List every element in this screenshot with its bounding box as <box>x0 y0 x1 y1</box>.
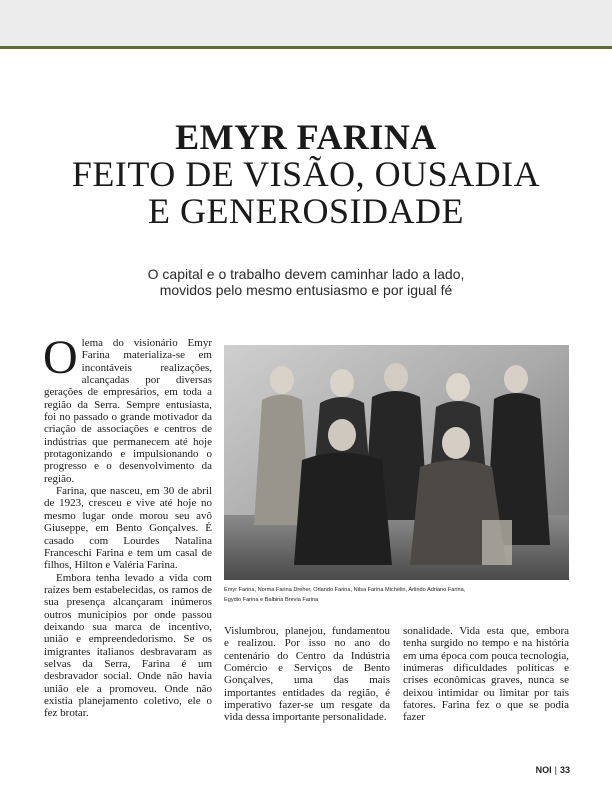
lead-text <box>0 266 612 298</box>
lead-line-2: movidos pelo mesmo entusiasmo e por igual fé <box>159 282 453 298</box>
article-title <box>0 118 612 230</box>
caption-line-1: Emyr Farina, Norma Farina Dreher, Orlando Farina, Nilsa Farina Michelin, Arlindo Adriano Farina, <box>224 587 466 593</box>
paragraph-1-text: lema do visionário Emyr Farina materializa-se em incontáveis realizações, alcançadas por diversas gerações de empresários, em toda a região da Serra. Sempre entusiasta, foi no passado o grande motivador da criação de associações e centros de indústrias que permanecem até hoje protagonizando e impulsionando o progresso e o desenvolvimento da região. <box>44 337 212 485</box>
paragraph-2: Farina, que nasceu, em 30 de abril de 1923, cresceu e vive até hoje no mesmo lugar onde morou seu avô Giuseppe, em Bento Gonçalves. É casado com Lourdes Natalina Franceschi Farina e tem um casal de filhos, Hilton e Valéria Farina. <box>44 485 212 572</box>
family-photo <box>224 345 569 580</box>
paragraph-1 <box>43 331 212 485</box>
header-band <box>0 0 612 46</box>
page-footer <box>536 765 570 775</box>
lead-line-1: O capital e o trabalho devem caminhar lado a lado, <box>147 266 465 282</box>
caption-line-2: Egydio Farina e Balbina Brevia Farina <box>224 597 319 603</box>
paragraph-4: Vislumbrou, planejou, fundamentou e realizou. Por isso no ano do centenário do Centro da Indústria Comércio e Serviços de Bento Gonçalves, uma das mais importantes entidades da região, é imperativo fazer-se um resgate da vida dessa importante personalidade. <box>224 625 390 724</box>
paragraph-5: sonalidade. Vida esta que, embora tenha surgido no tempo e na história em uma época com pouca tecnologia, inúmeras dificuldades políticas e crises econômicas graves, nunca se deixou intimidar ou limitar por tais fatores. Farina fez o que se podia fazer <box>403 625 569 724</box>
page-number: 33 <box>559 765 570 775</box>
column-1 <box>43 331 212 720</box>
magazine-name: NOI <box>535 765 552 775</box>
footer-separator: | <box>554 765 557 775</box>
header-rule <box>0 46 612 49</box>
title-line-2: E GENEROSIDADE <box>148 191 464 231</box>
column-2 <box>224 625 390 724</box>
photo-caption <box>224 585 569 605</box>
paragraph-3: Embora tenha levado a vida com raízes bem estabelecidas, os ramos de sua presença alcançaram inúmeros outros municípios por onde passou deixando sua marca de incentivo, união e empreendedorismo. Se os imigrantes italianos desbravaram as selvas da Serra, Farina é um desbravador social. Onde não havia união ele a promoveu. Onde não existia planejamento coletivo, ele o fez brotar. <box>44 571 212 720</box>
column-3 <box>403 625 569 724</box>
title-name: EMYR FARINA <box>175 117 437 157</box>
drop-cap: O <box>43 331 78 384</box>
title-line-1: FEITO DE VISÃO, OUSADIA <box>71 154 541 194</box>
